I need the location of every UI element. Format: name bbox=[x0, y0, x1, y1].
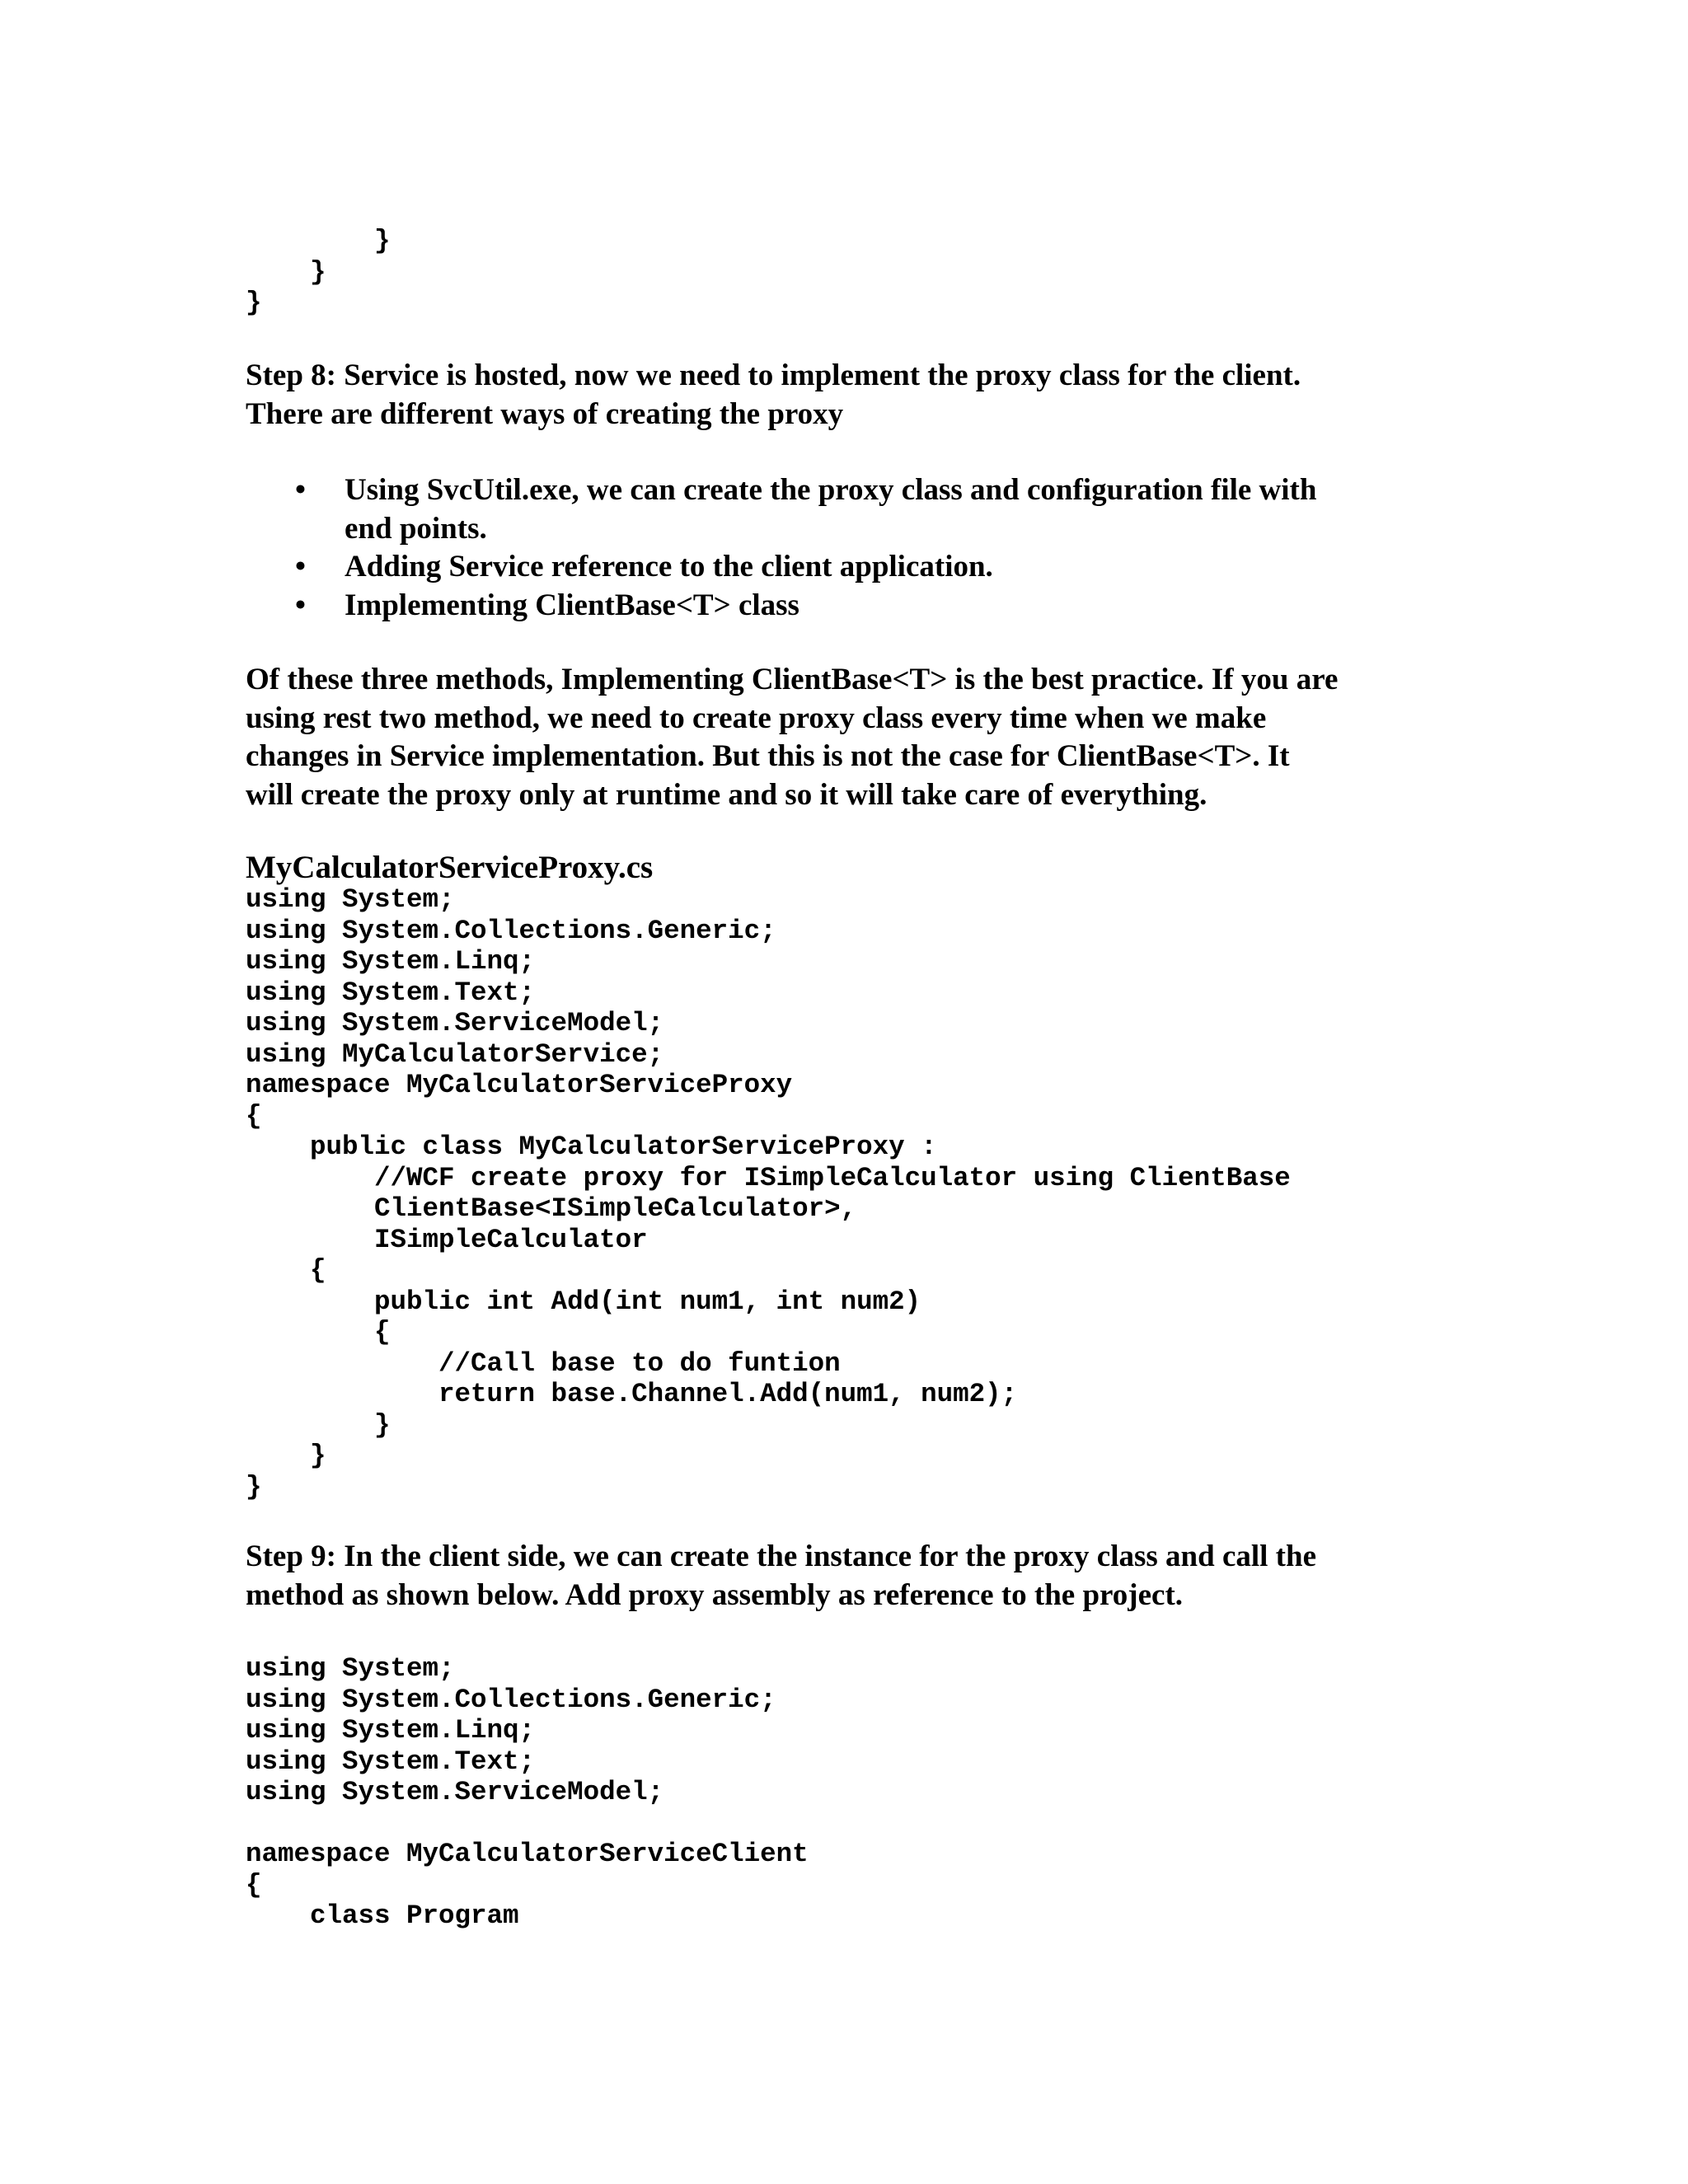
client-code-block bbox=[246, 1653, 809, 1932]
code-line: } bbox=[246, 256, 326, 288]
list-item bbox=[246, 587, 1482, 626]
list-item bbox=[246, 471, 1482, 548]
code-line: using System.ServiceModel; bbox=[246, 1008, 664, 1038]
code-line: ISimpleCalculator bbox=[246, 1224, 648, 1255]
methods-line: changes in Service implementation. But this is not the case for ClientBase<T>. It bbox=[246, 739, 1290, 773]
code-line: //Call base to do funtion bbox=[246, 1347, 841, 1379]
code-line: public class MyCalculatorServiceProxy : bbox=[246, 1132, 937, 1162]
proxy-file-name: MyCalculatorServiceProxy.cs bbox=[246, 850, 654, 885]
code-line: } bbox=[246, 288, 262, 318]
code-line: using System; bbox=[246, 884, 455, 915]
code-line: using System.Linq; bbox=[246, 1715, 536, 1746]
code-line: using System.ServiceModel; bbox=[246, 1777, 664, 1807]
code-line: class Program bbox=[246, 1900, 519, 1931]
code-line: using System.Collections.Generic; bbox=[246, 1684, 776, 1715]
methods-line: using rest two method, we need to create proxy class every time when we make bbox=[246, 701, 1267, 735]
code-block-closing-braces bbox=[246, 226, 391, 319]
code-line: namespace MyCalculatorServiceClient bbox=[246, 1839, 809, 1869]
code-line: { bbox=[246, 1317, 391, 1347]
code-line: return base.Channel.Add(num1, num2); bbox=[246, 1379, 1018, 1409]
step8-paragraph bbox=[246, 357, 1465, 434]
code-line: { bbox=[246, 1255, 326, 1286]
code-line: using System.Collections.Generic; bbox=[246, 915, 776, 946]
methods-line: Of these three methods, Implementing ClientBase<T> is the best practice. If you are bbox=[246, 663, 1339, 696]
proxy-methods-list bbox=[246, 471, 1482, 625]
code-line: } bbox=[246, 1409, 391, 1441]
code-line: using System; bbox=[246, 1653, 455, 1684]
code-line: namespace MyCalculatorServiceProxy bbox=[246, 1070, 793, 1100]
code-line: using System.Linq; bbox=[246, 946, 536, 977]
code-line: using MyCalculatorService; bbox=[246, 1038, 664, 1070]
step8-line: There are different ways of creating the proxy bbox=[246, 396, 844, 431]
code-line: } bbox=[246, 1471, 262, 1502]
list-item-line: Using SvcUtil.exe, we can create the proxy class and configuration file with bbox=[345, 473, 1317, 507]
list-item bbox=[246, 548, 1482, 587]
list-item-line: end points. bbox=[345, 511, 487, 546]
bullet-icon: • bbox=[295, 473, 306, 507]
proxy-code-block bbox=[246, 884, 1291, 1502]
code-line: } bbox=[246, 226, 391, 256]
list-item-line: Implementing ClientBase<T> class bbox=[345, 588, 799, 622]
methods-line: will create the proxy only at runtime and so it will take care of everything. bbox=[246, 777, 1207, 812]
code-line: //WCF create proxy for ISimpleCalculator using ClientBase bbox=[246, 1162, 1291, 1193]
methods-paragraph bbox=[246, 661, 1465, 814]
code-line: public int Add(int num1, int num2) bbox=[246, 1286, 921, 1317]
step9-line: Step 9: In the client side, we can create the instance for the proxy class and call the bbox=[246, 1540, 1316, 1573]
code-line: { bbox=[246, 1869, 262, 1900]
bullet-icon: • bbox=[295, 588, 306, 622]
code-line: using System.Text; bbox=[246, 977, 536, 1008]
code-line: using System.Text; bbox=[246, 1746, 536, 1777]
step9-line: method as shown below. Add proxy assembly as reference to the project. bbox=[246, 1577, 1184, 1612]
list-item-line: Adding Service reference to the client application. bbox=[345, 550, 993, 583]
step8-line: Step 8: Service is hosted, now we need to implement the proxy class for the client. bbox=[246, 359, 1301, 392]
code-line: { bbox=[246, 1100, 262, 1132]
step9-paragraph bbox=[246, 1538, 1465, 1615]
code-line: ClientBase<ISimpleCalculator>, bbox=[246, 1193, 857, 1224]
code-line: } bbox=[246, 1441, 326, 1471]
bullet-icon: • bbox=[295, 550, 306, 583]
